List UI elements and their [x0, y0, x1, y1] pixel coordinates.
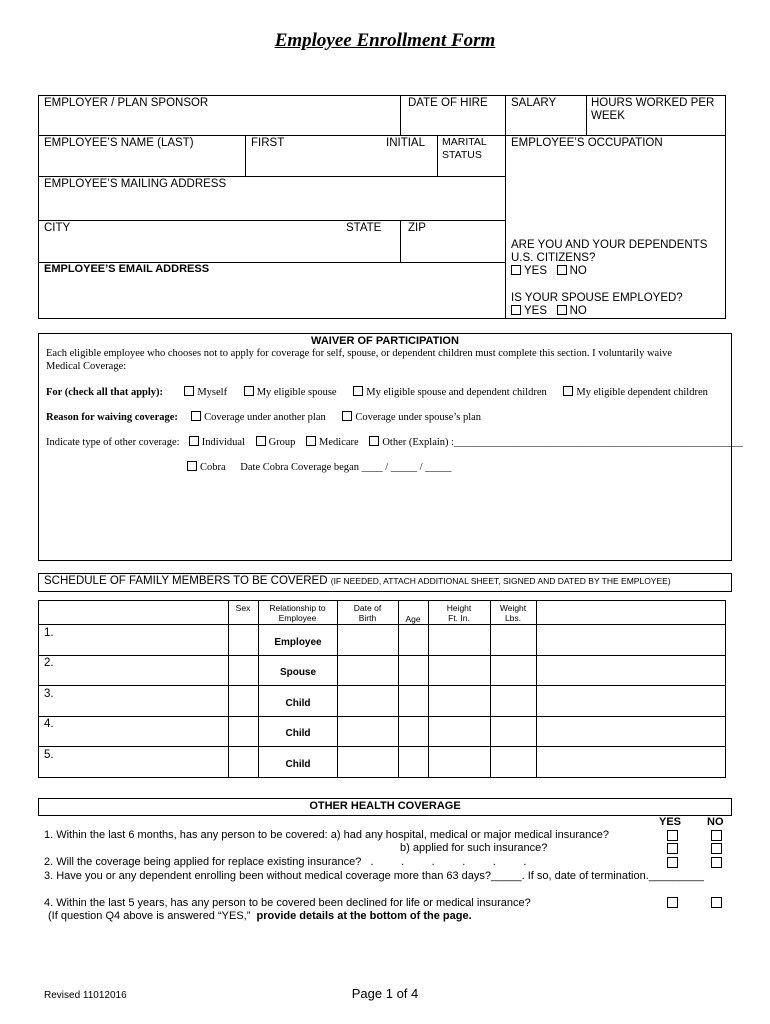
- question-1b: b) applied for such insurance?: [400, 842, 548, 854]
- spouse-yes-checkbox[interactable]: [511, 305, 521, 315]
- initial-label: INITIAL: [386, 137, 425, 149]
- col-age: Age: [405, 614, 421, 624]
- cobra-checkbox[interactable]: [187, 461, 197, 471]
- row-4-relationship: Child: [285, 728, 311, 739]
- waiver-reason-label: Reason for waiving coverage:: [46, 412, 178, 423]
- question-4: 4. Within the last 5 years, has any person to be covered been declined for life or medical insurance?: [44, 897, 531, 909]
- waiver-spouse-children-checkbox[interactable]: [353, 386, 363, 396]
- family-table: [38, 600, 726, 778]
- spouse-employed-options: YES NO: [511, 305, 587, 318]
- mailing-address-label: EMPLOYEE’S MAILING ADDRESS: [44, 178, 227, 190]
- citizens-yes-checkbox[interactable]: [511, 265, 521, 275]
- citizens-question-1: ARE YOU AND YOUR DEPENDENTS: [511, 239, 708, 251]
- waiver-intro-2: Medical Coverage:: [46, 361, 127, 372]
- citizens-question-2: U.S. CITIZENS?: [511, 252, 596, 264]
- spouse-employed-question: IS YOUR SPOUSE EMPLOYED?: [511, 292, 683, 304]
- question-1a: 1. Within the last 6 months, has any person to be covered: a) had any hospital, medical or major medical insurance?: [44, 829, 609, 841]
- question-2: 2. Will the coverage being applied for replace existing insurance? . . . . . .: [44, 856, 527, 868]
- first-name-label: FIRST: [251, 137, 285, 149]
- hours-label-2: WEEK: [591, 110, 625, 122]
- salary-label: SALARY: [511, 97, 557, 109]
- row-3-number: 3.: [44, 688, 54, 700]
- row-1-number: 1.: [44, 627, 54, 639]
- citizens-no-checkbox[interactable]: [557, 265, 567, 275]
- hours-label-1: HOURS WORKED PER: [591, 97, 715, 109]
- row-2-number: 2.: [44, 657, 54, 669]
- question-3: 3. Have you or any dependent enrolling been without medical coverage more than 63 days?_____. If so, date of termination._________: [44, 870, 704, 882]
- page-title: Employee Enrollment Form: [274, 30, 496, 51]
- yes-column-label: YES: [659, 816, 682, 828]
- waiver-cobra-row: Cobra Date Cobra Coverage began ____ / _____ / _____: [187, 461, 451, 473]
- q2-no-checkbox[interactable]: [711, 857, 722, 868]
- q1b-no-checkbox[interactable]: [711, 843, 722, 854]
- type-individual-checkbox[interactable]: [189, 436, 199, 446]
- q4-yes-checkbox[interactable]: [667, 897, 678, 908]
- col-dob: Date of Birth: [353, 603, 382, 623]
- other-coverage-heading: OTHER HEALTH COVERAGE: [309, 800, 461, 812]
- row-5-number: 5.: [44, 749, 54, 761]
- waiver-type-row: Indicate type of other coverage: Individual Group Medicare Other (Explain) :_______________________________________________________: [46, 437, 743, 448]
- employee-info-section: [38, 95, 726, 319]
- reason-other-plan-checkbox[interactable]: [191, 411, 201, 421]
- type-other-checkbox[interactable]: [369, 436, 379, 446]
- col-sex: Sex: [235, 603, 251, 613]
- reason-spouse-plan-checkbox[interactable]: [342, 411, 352, 421]
- date-of-hire-label: DATE OF HIRE: [408, 97, 488, 109]
- waiver-children-checkbox[interactable]: [563, 386, 573, 396]
- occupation-label: EMPLOYEE’S OCCUPATION: [511, 137, 663, 149]
- col-height: Height Ft. In.: [446, 603, 472, 623]
- state-label: STATE: [346, 222, 382, 234]
- row-1-relationship: Employee: [274, 637, 322, 648]
- q4-no-checkbox[interactable]: [711, 897, 722, 908]
- last-name-label: EMPLOYEE’S NAME (LAST): [44, 137, 194, 149]
- city-label: CITY: [44, 222, 71, 234]
- row-3-relationship: Child: [285, 698, 311, 709]
- q1a-yes-checkbox[interactable]: [667, 830, 678, 841]
- waiver-for-row: For (check all that apply): Myself My eligible spouse My eligible spouse and dependent children My eligible dependent children: [46, 387, 708, 398]
- waiver-reason-row: Reason for waiving coverage: Coverage under another plan Coverage under spouse’s plan: [46, 412, 482, 423]
- waiver-spouse-checkbox[interactable]: [244, 386, 254, 396]
- row-4-number: 4.: [44, 718, 54, 730]
- q1a-no-checkbox[interactable]: [711, 830, 722, 841]
- employer-label: EMPLOYER / PLAN SPONSOR: [44, 97, 209, 109]
- email-label: EMPLOYEE’S EMAIL ADDRESS: [44, 263, 210, 275]
- revision-label: Revised 11012016: [44, 990, 127, 1001]
- waiver-myself-checkbox[interactable]: [184, 386, 194, 396]
- marital-label-1: MARITAL: [442, 136, 487, 148]
- type-group-checkbox[interactable]: [256, 436, 266, 446]
- question-4-note: (If question Q4 above is answered “YES,” provide details at the bottom of the page.: [48, 910, 472, 922]
- waiver-intro-1: Each eligible employee who chooses not to apply for coverage for self, spouse, or dependent children must complete this section. I voluntarily waive: [46, 348, 673, 359]
- row-2-relationship: Spouse: [279, 667, 317, 678]
- waiver-type-label: Indicate type of other coverage:: [46, 437, 180, 448]
- page-number: Page 1 of 4: [351, 986, 419, 1001]
- q2-yes-checkbox[interactable]: [667, 857, 678, 868]
- q1b-yes-checkbox[interactable]: [667, 843, 678, 854]
- cobra-date-field[interactable]: Date Cobra Coverage began ____ / _____ / _____: [240, 462, 452, 473]
- citizens-options: YES NO: [511, 265, 587, 278]
- family-heading: SCHEDULE OF FAMILY MEMBERS TO BE COVERED (IF NEEDED, ATTACH ADDITIONAL SHEET, SIGNED AND DATED BY THE EMPLOYEE): [44, 575, 671, 587]
- row-5-relationship: Child: [285, 759, 311, 770]
- waiver-heading: WAIVER OF PARTICIPATION: [311, 335, 459, 347]
- zip-label: ZIP: [408, 222, 426, 234]
- type-medicare-checkbox[interactable]: [306, 436, 316, 446]
- no-column-label: NO: [707, 816, 724, 828]
- marital-label-2: STATUS: [442, 149, 482, 161]
- col-relationship: Relationship to Employee: [269, 603, 326, 623]
- waiver-for-label: For (check all that apply):: [46, 387, 164, 398]
- col-weight: Weight Lbs.: [499, 603, 527, 623]
- spouse-no-checkbox[interactable]: [557, 305, 567, 315]
